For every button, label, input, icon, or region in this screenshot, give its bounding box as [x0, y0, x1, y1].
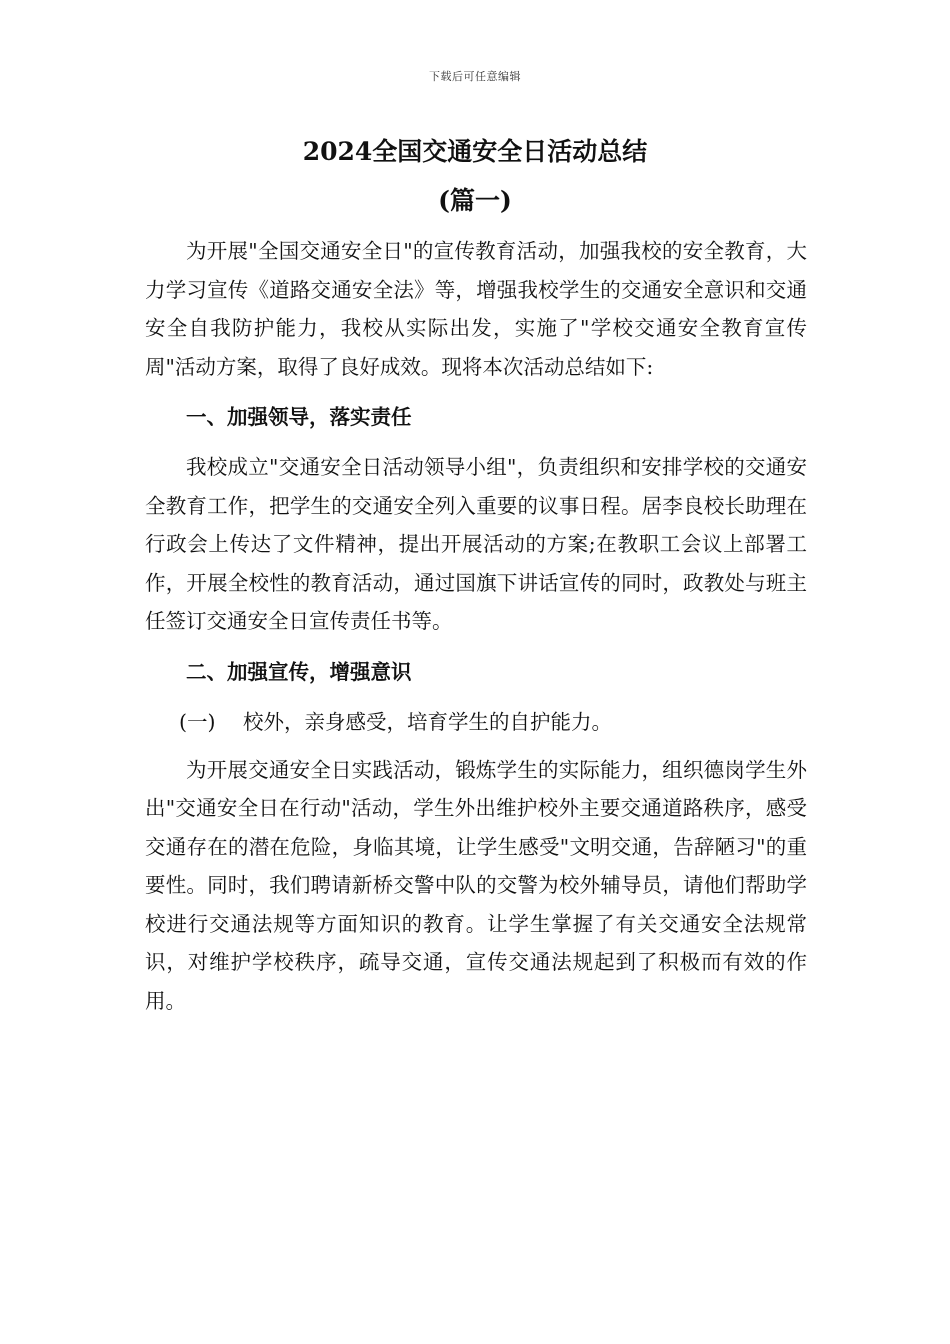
- section-1-heading: 一、加强领导，落实责任: [186, 405, 412, 429]
- header-note: 下载后可任意编辑: [429, 70, 521, 83]
- subheading-number: (一): [179, 709, 216, 734]
- subheading-text: 校外，亲身感受，培育学生的自护能力。: [243, 709, 612, 734]
- section-2-heading: 二、加强宣传，增强意识: [186, 659, 412, 684]
- document-subtitle: (篇一): [438, 186, 512, 215]
- section-2-subheading-1: [145, 703, 807, 741]
- document-title: 2024全国交通安全日活动总结: [302, 137, 648, 166]
- document-body: [145, 232, 807, 1020]
- section-1-paragraph: 我校成立"交通安全日活动领导小组"，负责组织和安排学校的交通安全教育工作，把学生的交通安全列入重要的议事日程。居李良校长助理在行政会上传达了文件精神，提出开展活动的方案;在教职工会议上部署工作，开展全校性的教育活动，通过国旗下讲话宣传的同时，政教处与班主任签订交通安全日宣传责任书等。: [145, 455, 807, 633]
- intro-paragraph: 为开展"全国交通安全日"的宣传教育活动，加强我校的安全教育，大力学习宣传《道路交通安全法》等，增强我校学生的交通安全意识和交通安全自我防护能力，我校从实际出发，实施了"学校交通安全教育宣传周"活动方案，取得了良好成效。现将本次活动总结如下:: [145, 239, 807, 379]
- section-2-sub-1-paragraph: 为开展交通安全日实践活动，锻炼学生的实际能力，组织德岗学生外出"交通安全日在行动"活动，学生外出维护校外主要交通道路秩序，感受交通存在的潜在危险，身临其境，让学生感受"文明交通，告辞陋习"的重要性。同时，我们聘请新桥交警中队的交警为校外辅导员，请他们帮助学校进行交通法规等方面知识的教育。让学生掌握了有关交通安全法规常识，对维护学校秩序，疏导交通，宣传交通法规起到了积极而有效的作用。: [145, 757, 807, 1013]
